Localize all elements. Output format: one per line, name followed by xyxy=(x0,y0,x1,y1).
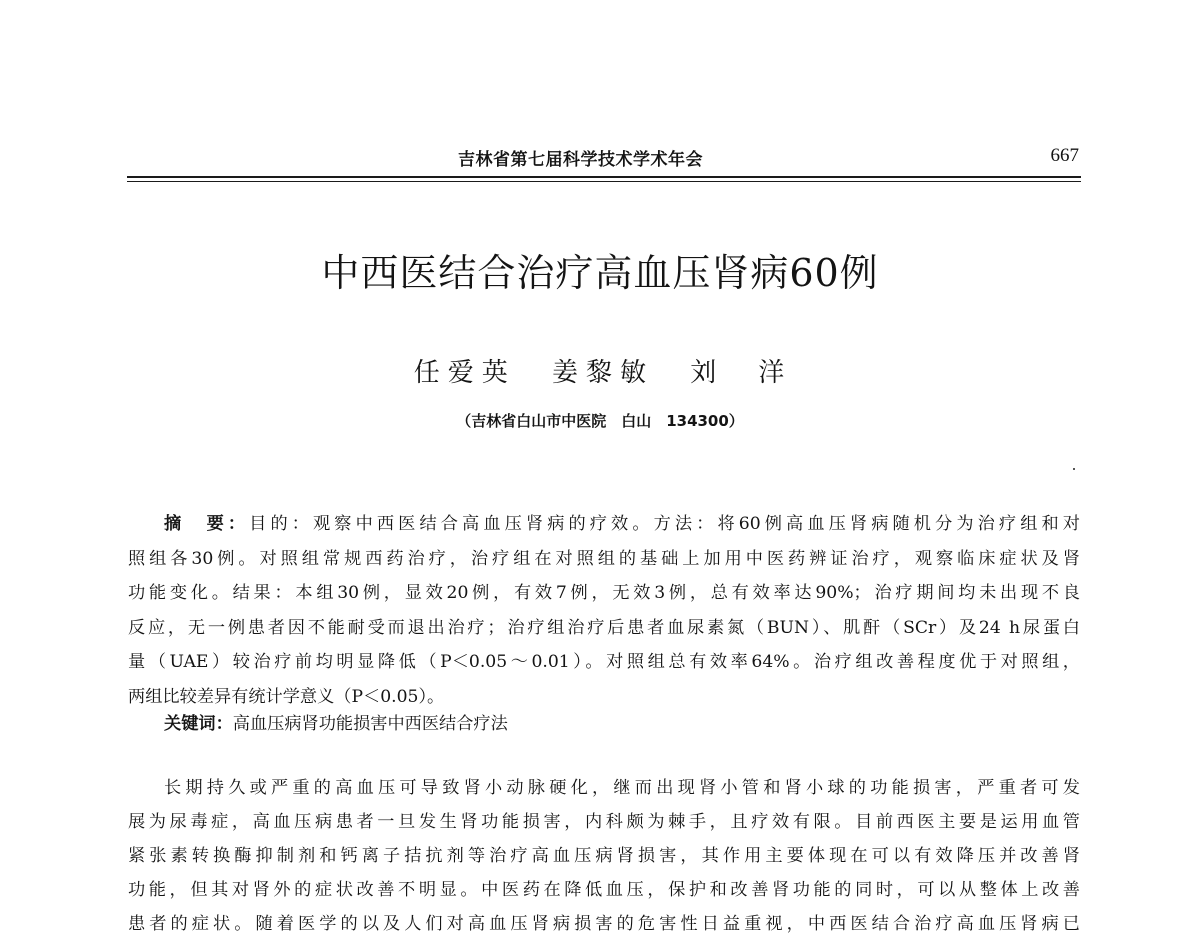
body-line: 展为尿毒症，高血压病患者一旦发生肾功能损害，内科颇为棘手，且疗效有限。目前西医主要是运用血管 xyxy=(128,812,1080,832)
abstract-line: 反应，无一例患者因不能耐受而退出治疗；治疗组治疗后患者血尿素氮（BUN）、肌酐（SCr）及24 h尿蛋白 xyxy=(128,617,1080,638)
abstract xyxy=(128,507,1080,715)
keywords-text: 高血压病肾功能损害中西医结合疗法 xyxy=(232,714,508,734)
paper-title: 中西医结合治疗高血压肾病60例 xyxy=(321,251,879,295)
body-line: 紧张素转换酶抑制剂和钙离子拮抗剂等治疗高血压病肾损害，其作用主要体现在可以有效降压并改善肾 xyxy=(128,846,1080,866)
body-line: 功能，但其对肾外的症状改善不明显。中医药在降低血压，保护和改善肾功能的同时，可以从整体上改善 xyxy=(128,880,1080,900)
keywords-label: 关键词： xyxy=(164,714,233,734)
header-rule-thick xyxy=(127,176,1081,178)
body-line: 患者的症状。随着医学的以及人们对高血压肾病损害的危害性日益重视，中西医结合治疗高血压肾病已 xyxy=(128,914,1080,934)
author-name: 姜黎敏 xyxy=(551,358,654,388)
abstract-line xyxy=(128,507,1080,542)
scan-speck xyxy=(1073,468,1075,470)
author-list xyxy=(0,352,1200,389)
body-text xyxy=(128,771,1080,941)
header-rule-thin xyxy=(127,181,1081,182)
page-number: 667 xyxy=(1050,145,1079,166)
abstract-label: 摘 要： xyxy=(164,514,250,534)
keywords xyxy=(164,708,1080,740)
body-line: 长期持久或严重的高血压可导致肾小动脉硬化，继而出现肾小管和肾小球的功能损害，严重者可发 xyxy=(164,778,1080,798)
running-header xyxy=(128,143,1079,173)
abstract-line: 量（UAE）较治疗前均明显降低（P＜0.05～0.01）。对照组总有效率64%。治疗组改善程度优于对照组， xyxy=(128,652,1080,673)
abstract-line: 照组各30例。对照组常规西药治疗，治疗组在对照组的基础上加用中医药辨证治疗，观察临床症状及肾 xyxy=(128,548,1080,569)
abstract-line: 功能变化。结果：本组30例，显效20例，有效7例，无效3例，总有效率达90%；治疗期间均未出现不良 xyxy=(128,583,1080,604)
affiliation: （吉林省白山市中医院 白山 134300） xyxy=(456,412,744,430)
conference-title: 吉林省第七届科学技术学术年会 xyxy=(458,150,703,170)
abstract-line-text: 目的：观察中西医结合高血压肾病的疗效。方法：将60例高血压肾病随机分为治疗组和对 xyxy=(249,514,1080,534)
author-name: 刘 洋 xyxy=(690,358,793,388)
abstract-line: 两组比较差异有统计学意义（P＜0.05）。 xyxy=(128,686,445,707)
author-name: 任爱英 xyxy=(413,358,516,388)
